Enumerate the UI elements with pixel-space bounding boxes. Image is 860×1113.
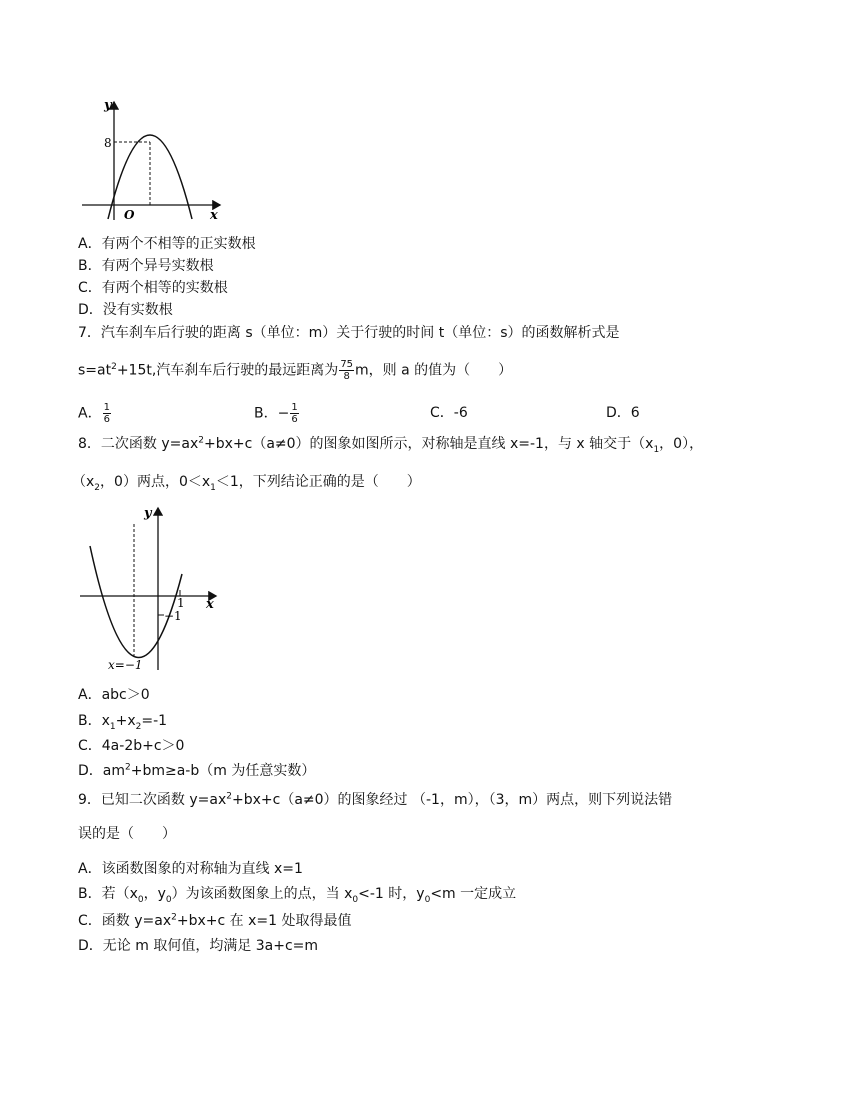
q7-fraction: $\frac{75}{8}$ bbox=[340, 359, 354, 382]
q6-option-d: D．没有实数根 bbox=[78, 302, 173, 318]
q9-option-d: D．无论 m 取何值，均满足 3a+c=m bbox=[78, 938, 319, 954]
q7-option-d: D．6 bbox=[606, 405, 640, 421]
y-axis-label: y bbox=[144, 506, 152, 521]
q6-option-b: B．有两个异号实数根 bbox=[78, 258, 214, 274]
q8-option-a: A．abc＞0 bbox=[78, 687, 150, 703]
q6-option-a: A．有两个不相等的正实数根 bbox=[78, 236, 256, 252]
q9-stem-line2: 误的是（ ） bbox=[78, 826, 176, 842]
q9-option-b: B．若（$x_0$，$y_0$）为该函数图象上的点，当 $x_0<-1$ 时，$y_0<m$ 一定成立 bbox=[78, 886, 517, 905]
q8-option-c: C．4a-2b+c＞0 bbox=[78, 738, 185, 754]
q7-option-a: A． $\frac{1}{6}$ bbox=[78, 402, 110, 425]
q8-stem-line2: （$x_2$，0）两点，$0<x_1<1$，下列结论正确的是（ ） bbox=[72, 474, 421, 493]
peak-value-label: 8 bbox=[104, 136, 112, 150]
q9-option-a: A．该函数图象的对称轴为直线 x=1 bbox=[78, 861, 303, 877]
q8-option-d: D．$am^2+bm\ge a-b(m$ 为任意实数） bbox=[78, 762, 316, 779]
symmetry-axis-label: x=−1 bbox=[108, 658, 143, 672]
origin-label: O bbox=[124, 208, 135, 222]
parabola-curve bbox=[90, 546, 182, 658]
tick-neg-one-label: −1 bbox=[164, 609, 182, 623]
figure-parabola-max bbox=[78, 96, 228, 224]
q7-stem-line1: 7．汽车刹车后行驶的距离 s（单位：m）关于行驶的时间 t（单位：s）的函数解析式是 bbox=[78, 325, 620, 341]
q7-option-b: B．− $\frac{1}{6}$ bbox=[254, 402, 298, 425]
x-axis-label: x bbox=[210, 208, 218, 223]
q9-stem-line1: 9．已知二次函数 $y=ax^2+bx+c(a\ne 0)$的图象经过 （-1，m），（3，m）两点，则下列说法错 bbox=[78, 791, 673, 808]
q7-option-c: C．-6 bbox=[430, 405, 468, 421]
q9-option-c: C．函数 $y=ax^2+bx+c$ 在 x=1 处取得最值 bbox=[78, 912, 352, 929]
q6-option-c: C．有两个相等的实数根 bbox=[78, 280, 228, 296]
q8-stem-line1: 8．二次函数 $y=ax^2+bx+c(a\ne 0)$的图象如图所示，对称轴是直线 x=-1，与 x 轴交于（$x_1$，0）， bbox=[78, 435, 704, 455]
x-axis-label: x bbox=[206, 597, 214, 612]
y-axis-label: y bbox=[104, 98, 112, 113]
tick-one-label: 1 bbox=[177, 596, 185, 610]
q7-stem-line2: $s=at^2+15t$,汽车刹车后行驶的最远距离为 $\frac{75}{8}$ m，则 a 的值为（ ） bbox=[78, 359, 513, 382]
q8-option-b: B．$x_1+x_2=-1$ bbox=[78, 713, 168, 732]
figure-parabola-min bbox=[76, 504, 226, 674]
